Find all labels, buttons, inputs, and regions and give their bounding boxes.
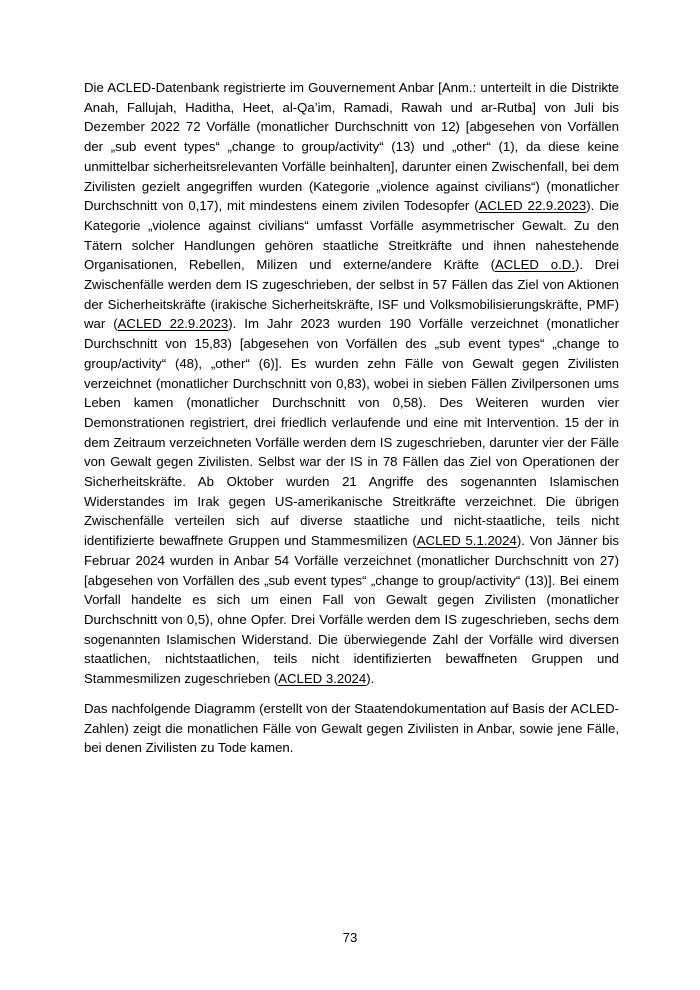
paragraph-text: ).	[366, 671, 375, 687]
source-link-acled-3-2024[interactable]: ACLED 3.2024	[278, 671, 367, 687]
paragraph-text: ). Von Jänner bis Februar 2024 wurden in Anbar 54 Vorfälle verzeichnet (monatlicher Durchschnitt von 27) [abgesehen von Vorfällen des „sub event types“ „change to group/activity“ (13)]. Bei einem Vorfall handelte es sich um einen Fall von Gewalt gegen Zivilisten (monatlicher Durchschnitt von 0,5), ohne Opfer. Drei Vorfälle werden dem IS zugeschrieben, sechs dem sogenannten Islamischen Widerstand. Die überwiegende Zahl der Vorfälle wird diversen staatlichen, nichtstaatlichen, teils nicht identifizierten bewaffneten Gruppen und Stammesmilizen zugeschrieben (	[84, 533, 619, 687]
paragraph-text: Die ACLED-Datenbank registrierte im Gouvernement Anbar [Anm.: unterteilt in die Distrikte Anah, Fallujah, Haditha, Heet, al-Qa’im, Ramadi, Rawah und ar-Rutba] von Juli bis Dezember 2022 72 Vorfälle (monatlicher Durchschnitt von 12) [abgesehen von Vorfällen der „sub event types“ „change to group/activity“ (13) und „other“ (1), da diese keine unmittelbar sicherheitsrelevanten Vorfälle beinhalten], darunter einen Zwischenfall, bei dem Zivilisten gezielt angegriffen wurden (Kategorie „violence against civilians“) (monatlicher Durchschnitt von 0,17), mit mindestens einem zivilen Todesopfer (	[84, 80, 619, 214]
paragraph-diagram-intro: Das nachfolgende Diagramm (erstellt von der Staatendokumentation auf Basis der ACLED-Zahlen) zeigt die monatlichen Fälle von Gewalt gegen Zivilisten in Anbar, sowie jene Fälle, bei denen Zivilisten zu Tode kamen.	[84, 700, 619, 756]
paragraph-text: ). Drei Zwischenfälle werden dem IS zugeschrieben, der selbst in 57 Fällen das Ziel von Aktionen der Sicherheitskräfte (irakische Sicherheitskräfte, ISF und Volksmobilisierungskräfte, PMF) war (	[84, 257, 619, 332]
source-link-acled-5-1-2024[interactable]: ACLED 5.1.2024	[416, 533, 517, 549]
source-link-acled-22-9-2023[interactable]: ACLED 22.9.2023	[478, 198, 587, 214]
source-link-acled-o-d[interactable]: ACLED o.D.	[494, 257, 575, 273]
paragraph-acled-anbar-incidents	[84, 78, 619, 689]
source-link-acled-22-9-2023-second[interactable]: ACLED 22.9.2023	[117, 316, 229, 332]
page-number: 73	[342, 930, 358, 945]
paragraph-text: ). Die Kategorie „violence against civilians“ umfasst Vorfälle asymmetrischer Gewalt. Zu den Tätern solcher Handlungen gehören staatliche Streitkräfte und ihnen nahestehende Organisationen, Rebellen, Milizen und externe/andere Kräfte (	[84, 198, 620, 273]
paragraph-text: ). Im Jahr 2023 wurden 190 Vorfälle verzeichnet (monatlicher Durchschnitt von 15,83) [abgesehen von Vorfällen des „sub event types“ „change to group/activity“ (48), „other“ (6)]. Es wurden zehn Fälle von Gewalt gegen Zivilisten verzeichnet (monatlicher Durchschnitt von 0,83), wobei in sieben Fällen Zivilpersonen ums Leben kamen (monatlicher Durchschnitt von 0,58). Des Weiteren wurden vier Demonstrationen registriert, drei friedlich verlaufende und eine mit Intervention. 15 der in dem Zeitraum verzeichneten Vorfälle werden dem IS zugeschrieben, darunter vier der Fälle von Gewalt gegen Zivilisten. Selbst war der IS in 78 Fällen das Ziel von Operationen der Sicherheitskräfte. Ab Oktober wurden 21 Angriffe des sogenannten Islamischen Widerstandes im Irak gegen US-amerikanische Streitkräfte verzeichnet. Die übrigen Zwischenfälle verteilen sich auf diverse staatliche und nicht-staatliche, teils nicht identifizierte bewaffnete Gruppen und Stammesmilizen (	[84, 316, 619, 549]
document-body	[84, 78, 619, 758]
